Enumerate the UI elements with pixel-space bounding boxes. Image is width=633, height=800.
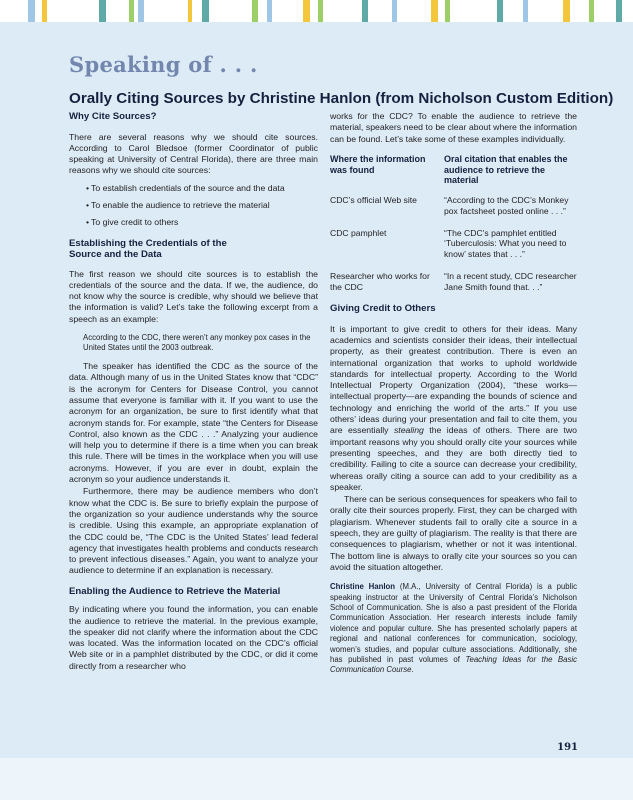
right-column xyxy=(330,111,577,676)
decorative-stripe xyxy=(497,0,503,22)
list-item-text: To establish credentials of the source and the data xyxy=(91,182,285,193)
decorative-stripe xyxy=(188,0,192,22)
paragraph-continued: works for the CDC? To enable the audience to retrieve the material, speakers need to be clear about where the information can be found. Let’s take some of these examples individually. xyxy=(330,111,577,144)
column-header: Where the information was found xyxy=(330,153,426,175)
heading-why-cite-sources: Why Cite Sources? xyxy=(69,111,157,122)
list-item-text: To enable the audience to retrieve the material xyxy=(91,199,270,210)
table-cell-where: CDC pamphlet xyxy=(330,227,387,238)
table-row xyxy=(330,195,577,227)
speech-excerpt-quote: According to the CDC, there weren’t any monkey pox cases in the United States until the 2003 outbreak. xyxy=(83,333,311,353)
table-cell-where: Researcher who works for the CDC xyxy=(330,270,430,292)
decorative-stripe xyxy=(362,0,368,22)
decorative-stripe xyxy=(28,0,35,22)
text-run: It is important to give credit to others for their ideas. Many academics and scientists consider their ideas, their intellectual property, as their greatest contribution. There is even an international organization that works to uphold worldwide standards for intellectual property. According to the World Intellectual Property Organization (2004), “these works—intellectual property—are expanding the bounds of science and technology and enriching the world of the arts.” If you use others’ ideas during your presentation and fail to cite them, you are essentially xyxy=(330,323,577,436)
paragraph-reasons: There are several reasons why we should cite sources. According to Carol Bledsoe (former Coordinator of public speaking at University of Central Florida), there are three main reasons why we should cite sources: xyxy=(69,131,318,176)
decorative-stripe xyxy=(267,0,272,22)
book-title: Teaching Ideas for the Basic Communication Course xyxy=(330,655,577,675)
paragraph-furthermore: Furthermore, there may be audience members who don’t know what the CDC is. Be sure to briefly explain the purpose of the organization so your audience understands why the source is credible. Using this example, an appropriate explanation of the CDC could be, “The CDC is the United States’ lead federal agency that investigates health problems and conducts research to prevent infectious diseases.” Again, you want to analyze your audience to determine if an explanation is necessary. xyxy=(69,486,318,576)
citation-table xyxy=(330,154,577,303)
bullet-icon: • xyxy=(86,199,90,210)
decorative-stripe xyxy=(252,0,258,22)
decorative-stripe xyxy=(563,0,570,22)
decorative-stripe-bar xyxy=(0,0,633,22)
author-name: Christine Hanlon xyxy=(330,582,396,592)
decorative-stripe xyxy=(392,0,397,22)
bullet-icon: • xyxy=(86,217,90,228)
decorative-stripe xyxy=(445,0,450,22)
table-cell-citation: “According to the CDC’s Monkey pox factsheet posted online . . .” xyxy=(444,195,569,216)
table-cell-citation: “In a recent study, CDC researcher Jane Smith found that. . .” xyxy=(444,270,577,292)
decorative-stripe xyxy=(616,0,622,22)
column-header: Oral citation that enables the audience to retrieve the material xyxy=(444,153,568,186)
paragraph-indicating: By indicating where you found the information, you can enable the audience to retrieve the material. In the previous example, the speaker did not clarify where the information about the CDC was located. Was the information located on the CDC’s official Web site or in a pamphlet distributed by the CDC, or did it come directly from a researcher who xyxy=(69,604,318,671)
bullet-icon: • xyxy=(86,182,90,193)
left-column xyxy=(69,111,318,672)
decorative-stripe xyxy=(202,0,209,22)
bio-text: (M.A., University of Central Florida) is a public speaking instructor at the University of Central Florida’s Nicholson School of Communication. She is also a past president of the Florida Communication Association. Her research interests include family violence and popular culture. She has presented scholarly papers at regional and national conferences for communication, sociology, women’s studies, and popular culture associations. Additionally, she has published in past volumes of xyxy=(330,582,577,665)
feature-heading: Speaking of . . . xyxy=(69,52,258,77)
list-item xyxy=(69,183,318,194)
list-item xyxy=(69,200,318,211)
paragraph-first-reason: The first reason we should cite sources is to establish the credentials of the source and the data. If we, the audience, do not know why the source is credible, why should we believe that the information is valid? Let’s take the following excerpt from a speech as an example: xyxy=(69,268,318,324)
table-header-row xyxy=(330,154,577,195)
decorative-stripe xyxy=(42,0,47,22)
table-row xyxy=(330,228,577,271)
paragraph-giving-credit xyxy=(330,324,577,493)
decorative-stripe xyxy=(99,0,106,22)
decorative-stripe xyxy=(523,0,528,22)
reasons-list xyxy=(69,183,318,229)
emphasis-stealing: stealing xyxy=(393,425,424,436)
page-number: 191 xyxy=(557,742,578,753)
decorative-stripe xyxy=(589,0,594,22)
table-cell-citation: “The CDC’s pamphlet entitled ‘Tuberculosis: What you need to know’ states that . . .” xyxy=(444,227,567,260)
page-footer-strip xyxy=(0,758,633,800)
list-item-text: To give credit to others xyxy=(91,217,179,228)
decorative-stripe xyxy=(129,0,134,22)
decorative-stripe xyxy=(431,0,438,22)
table-row xyxy=(330,271,577,303)
heading-giving-credit: Giving Credit to Others xyxy=(330,303,436,315)
table-cell-where: CDC’s official Web site xyxy=(330,195,417,206)
list-item xyxy=(69,217,318,228)
article-title: Orally Citing Sources by Christine Hanlon (from Nicholson Custom Edition) xyxy=(69,90,614,107)
decorative-stripe xyxy=(303,0,310,22)
bio-text-end: . xyxy=(411,665,414,675)
heading-establishing-credentials: Establishing the Credentials of the Source and the Data xyxy=(69,237,227,261)
decorative-stripe xyxy=(318,0,323,22)
author-bio xyxy=(330,582,577,676)
heading-enabling-audience: Enabling the Audience to Retrieve the Material xyxy=(69,585,281,597)
decorative-stripe xyxy=(138,0,144,22)
paragraph-speaker-identified: The speaker has identified the CDC as the source of the data. Although many of us in the United States know that “CDC” is the acronym for Centers for Disease Control, you cannot assume that everyone is familiar with it. If you want to use the acronym for an organization, be sure to first identify what that acronym stands for. For example, state “the Centers for Disease Control, also known as the CDC . . .” Analyzing your audience will help you to determine if there is a time when you can break this rule. There will be times in the workplace when you will use acronyms. However, if you are ever in doubt, explain the acronym so your audience understands it. xyxy=(69,361,318,485)
paragraph-consequences: There can be serious consequences for speakers who fail to orally cite their sources properly. First, they can be charged with plagiarism. Whenever students fail to orally cite a source in a speech, they are guilty of plagiarism. The reality is that there are consequences to plagiarism, whether or not it was intentional. The bottom line is always to orally cite your sources so you can avoid the situation altogether. xyxy=(330,494,577,572)
text-run: the ideas of others. There are two important reasons why you should orally cite your sources while presenting speeches, and they are both directly tied to credibility. Failing to cite a source can decrease your credibility, whereas orally citing a source can add to your credibility as a speaker. xyxy=(330,425,577,492)
